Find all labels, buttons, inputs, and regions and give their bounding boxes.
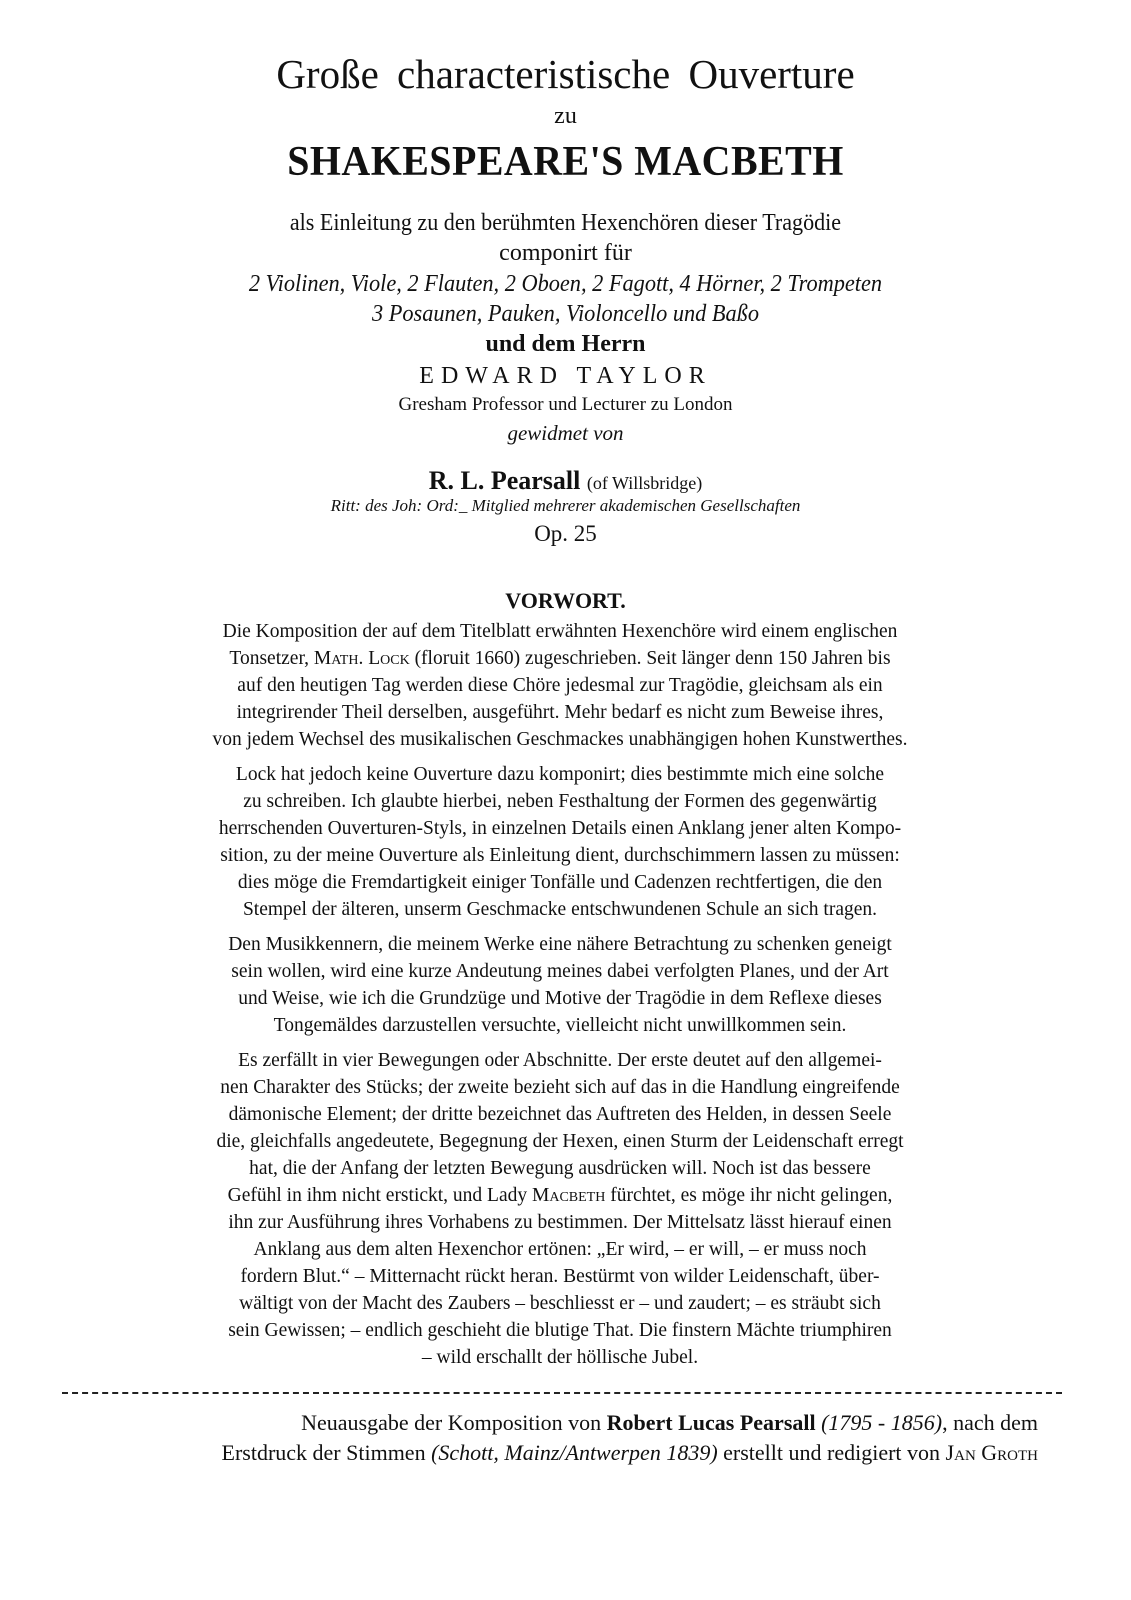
composer-titles: Ritt: des Joh: Ord:_ Mitglied mehrerer akademischen Gesellschaften <box>330 496 801 515</box>
composer-line <box>0 466 1131 496</box>
small-caps-name: Math. Lock <box>313 648 410 669</box>
text-line: herrschenden Ouverturen-Styls, in einzelnen Details einen Anklang jener alten Kompo- <box>218 818 902 839</box>
dedicatee-title: Gresham Professor und Lecturer zu London <box>398 394 733 415</box>
footer-line-2 <box>62 1440 1038 1466</box>
footer-composer-name: Robert Lucas Pearsall <box>606 1410 816 1435</box>
title-line-1: Große characteristische Ouverture <box>276 51 855 97</box>
text-line: fordern Blut.“ – Mitternacht rückt heran. Bestürmt von wilder Leidenschaft, über- <box>240 1266 880 1287</box>
footer-text: erstellt und redigiert von <box>717 1440 946 1465</box>
footer-line-1 <box>62 1410 1038 1436</box>
text-line: von jedem Wechsel des musikalischen Geschmackes unabhängigen hohen Kunstwerthes. <box>212 729 908 750</box>
text-line: nen Charakter des Stücks; der zweite bezieht sich auf das in die Handlung eingreifende <box>220 1077 900 1098</box>
text-line: dies möge die Fremdartigkeit einiger Tonfälle und Cadenzen rechtfertigen, die den <box>237 872 883 893</box>
dedicated-by: gewidmet von <box>507 421 624 445</box>
opus-number: Op. 25 <box>534 521 597 546</box>
text-line: dämonische Element; der dritte bezeichnet das Auftreten des Helden, in dessen Seele <box>228 1104 892 1125</box>
title-zu: zu <box>554 103 577 129</box>
foreword-heading: VORWORT. <box>505 588 626 613</box>
text-line: – wild erschallt der höllische Jubel. <box>421 1347 699 1368</box>
text-line: ihn zur Ausführung ihres Vorhabens zu bestimmen. Der Mittelsatz lässt hierauf einen <box>228 1212 892 1233</box>
instrumentation-1: 2 Violinen, Viole, 2 Flauten, 2 Oboen, 2 Fagott, 4 Hörner, 2 Trompeten <box>248 271 883 297</box>
subtitle-2: componirt für <box>499 240 632 266</box>
footer-composer-dates: (1795 - 1856) <box>815 1410 943 1435</box>
dedicatee-name: EDWARD TAYLOR <box>419 363 712 389</box>
text-line: Es zerfällt in vier Bewegungen oder Abschnitte. Der erste deutet auf den allgemei- <box>238 1050 882 1071</box>
text-line: Lock hat jedoch keine Ouverture dazu komponirt; dies bestimmte mich eine solche <box>235 764 885 785</box>
text-line: Tonsetzer, Math. Lock (floruit 1660) zugeschrieben. Seit länger denn 150 Jahren bis <box>229 648 891 669</box>
text-line: Stempel der älteren, unserm Geschmacke entschwundenen Schule an sich tragen. <box>242 899 878 920</box>
text-line: auf den heutigen Tag werden diese Chöre jedesmal zur Tragödie, gleichsam als ein <box>237 675 883 696</box>
composer-origin: (of Willsbridge) <box>586 473 703 493</box>
text-line: Tongemäldes darzustellen versuchte, vielleicht nicht unwillkommen sein. <box>273 1015 847 1036</box>
foreword-paragraph <box>150 761 970 923</box>
subtitle-1: als Einleitung zu den berühmten Hexenchören dieser Tragödie <box>289 210 842 236</box>
dedication-intro: und dem Herrn <box>485 331 646 357</box>
instrumentation-2: 3 Posaunen, Pauken, Violoncello und Baßo <box>371 301 759 327</box>
foreword-paragraph <box>150 618 970 753</box>
text-line: Anklang aus dem alten Hexenchor ertönen: „Er wird, – er will, – er muss noch <box>253 1239 867 1260</box>
footer-editor: Jan Groth <box>945 1440 1038 1465</box>
foreword-paragraph <box>150 931 970 1039</box>
text-line: Den Musikkennern, die meinem Werke eine nähere Betrachtung zu schenken geneigt <box>228 934 892 955</box>
text-line: sein Gewissen; – endlich geschieht die blutige That. Die finstern Mächte triumphiren <box>228 1320 892 1341</box>
text-line: wältigt von der Macht des Zaubers – beschliesst er – und zaudert; – es sträubt sich <box>239 1293 881 1314</box>
dashed-divider <box>62 1392 1062 1394</box>
composer-name: R. L. Pearsall <box>428 466 581 495</box>
title-main: SHAKESPEARE'S MACBETH <box>287 139 844 185</box>
footer-source: (Schott, Mainz/Antwerpen 1839) <box>431 1440 718 1465</box>
text-line: zu schreiben. Ich glaubte hierbei, neben Festhaltung der Formen des gegenwärtig <box>243 791 877 812</box>
foreword-paragraph <box>150 1047 970 1371</box>
text-line: sein wollen, wird eine kurze Andeutung meines dabei verfolgten Planes, und der Art <box>231 961 889 982</box>
text-line: und Weise, wie ich die Grundzüge und Motive der Tragödie in dem Reflexe dieses <box>238 988 882 1009</box>
text-line: integrirender Theil derselben, ausgeführt. Mehr bedarf es nicht zum Beweise ihres, <box>236 702 884 723</box>
footer-text: Erstdruck der Stimmen <box>221 1440 432 1465</box>
text-line: Gefühl in ihm nicht erstickt, und Lady Macbeth fürchtet, es möge ihr nicht gelingen, <box>227 1185 893 1206</box>
foreword-body <box>150 618 970 1379</box>
text-line: die, gleichfalls angedeutete, Begegnung der Hexen, einen Sturm der Leidenschaft erregt <box>216 1131 904 1152</box>
footer-text: , nach dem <box>942 1410 1038 1435</box>
footer-text: Neuausgabe der Komposition von <box>301 1410 607 1435</box>
text-line: sition, zu der meine Ouverture als Einleitung dient, durchschimmern lassen zu müssen: <box>220 845 900 866</box>
small-caps-name: Macbeth <box>532 1185 606 1206</box>
text-line: hat, die der Anfang der letzten Bewegung ausdrücken will. Noch ist das bessere <box>249 1158 871 1179</box>
text-line: Die Komposition der auf dem Titelblatt erwähnten Hexenchöre wird einem englischen <box>222 621 898 642</box>
